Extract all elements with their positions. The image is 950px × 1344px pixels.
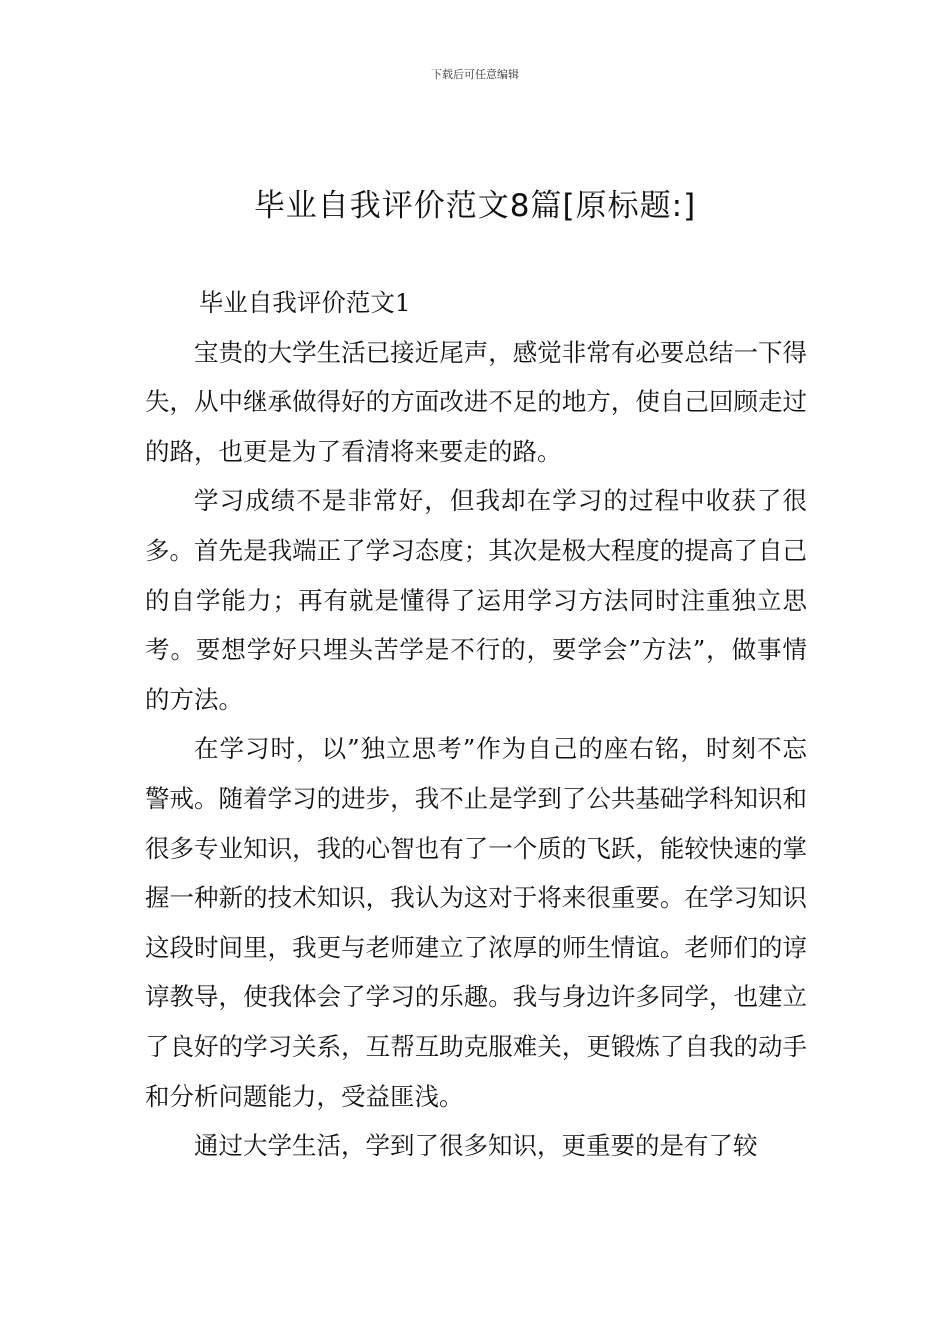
paragraph: 宝贵的大学生活已接近尾声，感觉非常有必要总结一下得失，从中继承做得好的方面改进不足的地方，使自己回顾走过的路，也更是为了看清将来要走的路。	[145, 337, 807, 466]
document-body	[145, 278, 807, 1171]
section-heading: 毕业自我评价范文1	[198, 288, 411, 317]
paragraph: 学习成绩不是非常好，但我却在学习的过程中收获了很多。首先是我端正了学习态度；其次是极大程度的提高了自己的自学能力；再有就是懂得了运用学习方法同时注重独立思考。要想学好只埋头苦学是不行的，要学会”方法”，做事情的方法。	[145, 486, 807, 714]
header-note: 下载后可任意编辑	[431, 68, 519, 81]
paragraph: 通过大学生活，学到了很多知识，更重要的是有了较	[194, 1131, 758, 1161]
document-title: 毕业自我评价范文8篇[原标题:]	[253, 188, 697, 224]
paragraph: 在学习时，以”独立思考”作为自己的座右铭，时刻不忘警戒。随着学习的进步，我不止是学到了公共基础学科知识和很多专业知识，我的心智也有了一个质的飞跃，能较快速的掌握一种新的技术知识，我认为这对于将来很重要。在学习知识这段时间里，我更与老师建立了浓厚的师生情谊。老师们的谆谆教导，使我体会了学习的乐趣。我与身边许多同学，也建立了良好的学习关系，互帮互助克服难关，更锻炼了自我的动手和分析问题能力，受益匪浅。	[145, 734, 807, 1111]
